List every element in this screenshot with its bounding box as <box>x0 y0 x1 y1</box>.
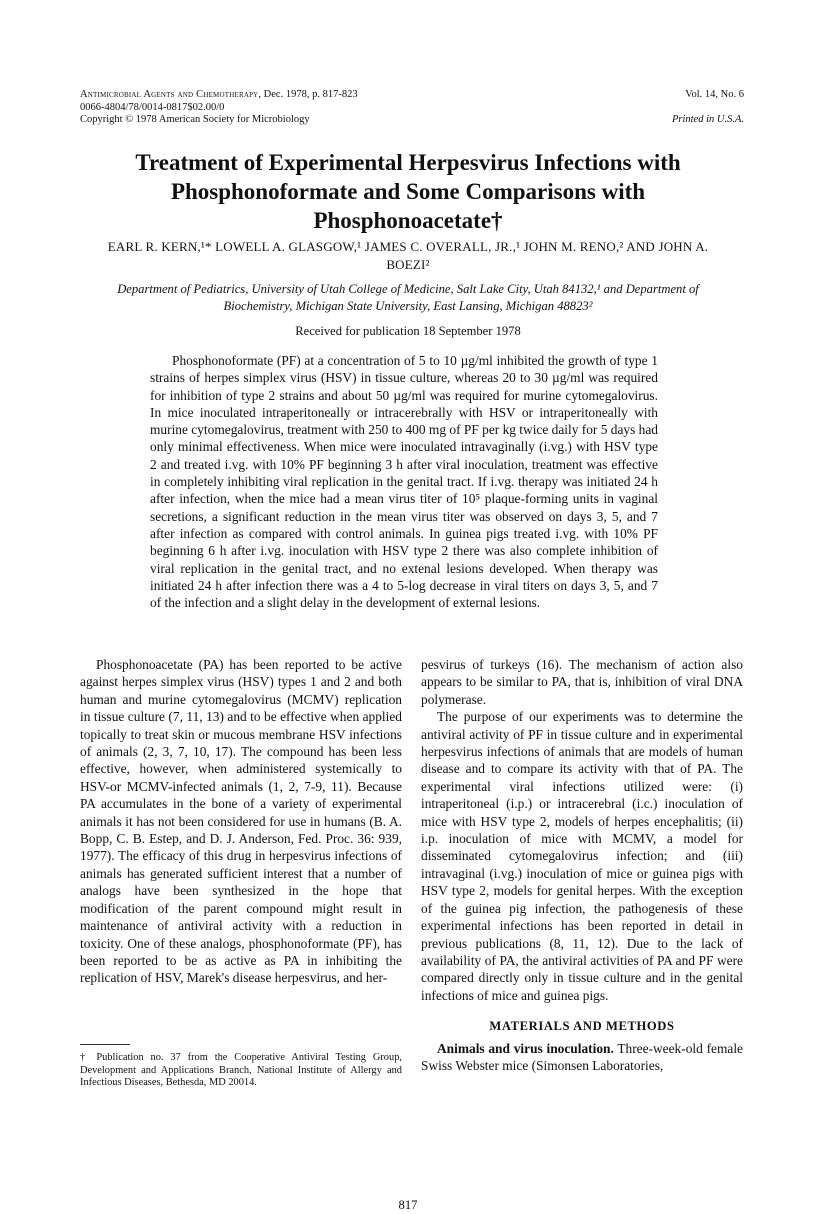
body-paragraph <box>421 1040 743 1075</box>
copyright-line: Copyright © 1978 American Society for Microbiology <box>80 114 310 125</box>
run-in-heading: Animals and virus inoculation. <box>437 1040 614 1056</box>
body-paragraph: The purpose of our experiments was to determine the antiviral activity of PF in tissue culture and in experimental herpesvirus infections of animals that are models of human disease and to compare its activity with that of PA. The experimental viral infections utilized were: (i) intraperitoneal (i.p.) or intracerebral (i.c.) inoculation of mice with HSV type 2, models of herpes encephalitis; (ii) i.p. inoculation of mice with MCMV, a model for disseminated cytomegalovirus infection; and (iii) intravaginal (i.vg.) inoculation of mice or guinea pigs with HSV type 2, models for genital herpes. With the exception of the guinea pig infection, the pathogenesis of these experimental infections has been reported in detail in previous publications (8, 11, 12). Due to the lack of availability of PA, the antiviral activities of PA and PF were compared directly only in tissue culture and in the genital infections of mice and guinea pigs. <box>421 709 743 1003</box>
section-heading: MATERIALS AND METHODS <box>489 1019 675 1034</box>
paragraph-text: Three-week-old female Swiss Webster mice (Simonsen Laboratories, <box>421 1040 743 1073</box>
abstract: Phosphonoformate (PF) at a concentration of 5 to 10 µg/ml inhibited the growth of type 1 strains of herpes simplex virus (HSV) in tissue culture, whereas 20 to 30 µg/ml was required for inhibition of type 2 strains and about 50 µg/ml was required for murine cytomegalovirus. In mice inoculated intraperitoneally or intracerebrally with HSV or intraperitoneally with murine cytomegalovirus, treatment with 250 to 400 mg of PF per kg twice daily for 5 days had only minimal effectiveness. When mice were inoculated intravaginally (i.vg.) with HSV type 2 and treated i.vg. with 10% PF beginning 3 h after viral inoculation, treatment was effective in completely inhibiting viral replication in the genital tract. If i.vg. therapy was initiated 24 h after infection, when the mice had a mean virus titer of 10⁵ plaque-forming units in vaginal secretions, a significant reduction in the mean virus titer was observed on days 3, 5, and 7 after infection as compared with control animals. In guinea pigs treated i.vg. with 10% PF beginning 6 h after i.vg. inoculation with HSV type 2 there was also complete inhibition of viral replication in the genital tract, and no extenal lesions developed. When therapy was initiated 24 h after infection there was a 4 to 5-log decrease in viral titers on days 3, 5, and 7 of the infection and a slight delay in the development of external lesions. <box>150 353 659 611</box>
footnote: † Publication no. 37 from the Cooperative Antiviral Testing Group, Development and Applications Branch, National Institute of Allergy and Infectious Diseases, Bethesda, MD 20014. <box>80 1052 402 1089</box>
printed-in: Printed in U.S.A. <box>671 114 744 125</box>
body-column-right <box>421 656 743 1074</box>
running-header-left <box>80 89 500 127</box>
body-paragraph: Phosphonoacetate (PA) has been reported to be active against herpes simplex virus (HSV) types 1 and 2 and both human and murine cytomegalovirus (MCMV) replication in tissue culture (7, 11, 13) and to be effective when applied topically to treat skin or mucous membrane HSV infections of animals (2, 3, 7, 10, 17). The compound has been less effective, however, when administered systemically to HSV-or MCMV-infected animals (1, 2, 7-9, 11). Because PA accumulates in the bone of a variety of experimental animals it has not been considered for use in humans (B. A. Bopp, C. B. Estep, and D. J. Anderson, Fed. Proc. 36: 939, 1977). The efficacy of this drug in herpesvirus infections of animals has generated sufficient interest that a number of analogs have been synthesized in the hope that modification of the parent compound might result in maintenance of antiviral activity with a reduction in toxicity. One of these analogs, phosphonoformate (PF), has been reported to be as active as PA in inhibiting the replication of HSV, Marek's disease herpesvirus, and her- <box>80 657 402 986</box>
body-paragraph: pesvirus of turkeys (16). The mechanism of action also appears to be similar to PA, that is, inhibition of viral DNA polymerase. <box>421 657 743 707</box>
page-number: 817 <box>398 1198 418 1212</box>
journal-name: Antimicrobial Agents and Chemotherapy <box>80 89 259 100</box>
article-title: Treatment of Experimental Herpesvirus Infections with Phosphonoformate and Some Comparisons with Phosphonoacetate† <box>135 150 681 233</box>
issue-date-pages: , Dec. 1978, p. 817-823 <box>258 89 358 100</box>
footnote-divider <box>80 1044 130 1045</box>
running-header-right <box>524 89 744 127</box>
volume-number: Vol. 14, No. 6 <box>685 89 744 100</box>
author-list: EARL R. KERN,¹* LOWELL A. GLASGOW,¹ JAMES C. OVERALL, JR.,¹ JOHN M. RENO,² AND JOHN A. BOEZI² <box>107 239 709 272</box>
affiliations: Department of Pediatrics, University of Utah College of Medicine, Salt Lake City, Utah 84132,¹ and Department of Biochemistry, Michigan State University, East Lansing, Michigan 48823² <box>117 282 699 313</box>
article-code: 0066-4804/78/0014-0817$02.00/0 <box>80 101 225 113</box>
received-date: Received for publication 18 September 1978 <box>295 324 521 338</box>
body-column-left <box>80 656 402 987</box>
